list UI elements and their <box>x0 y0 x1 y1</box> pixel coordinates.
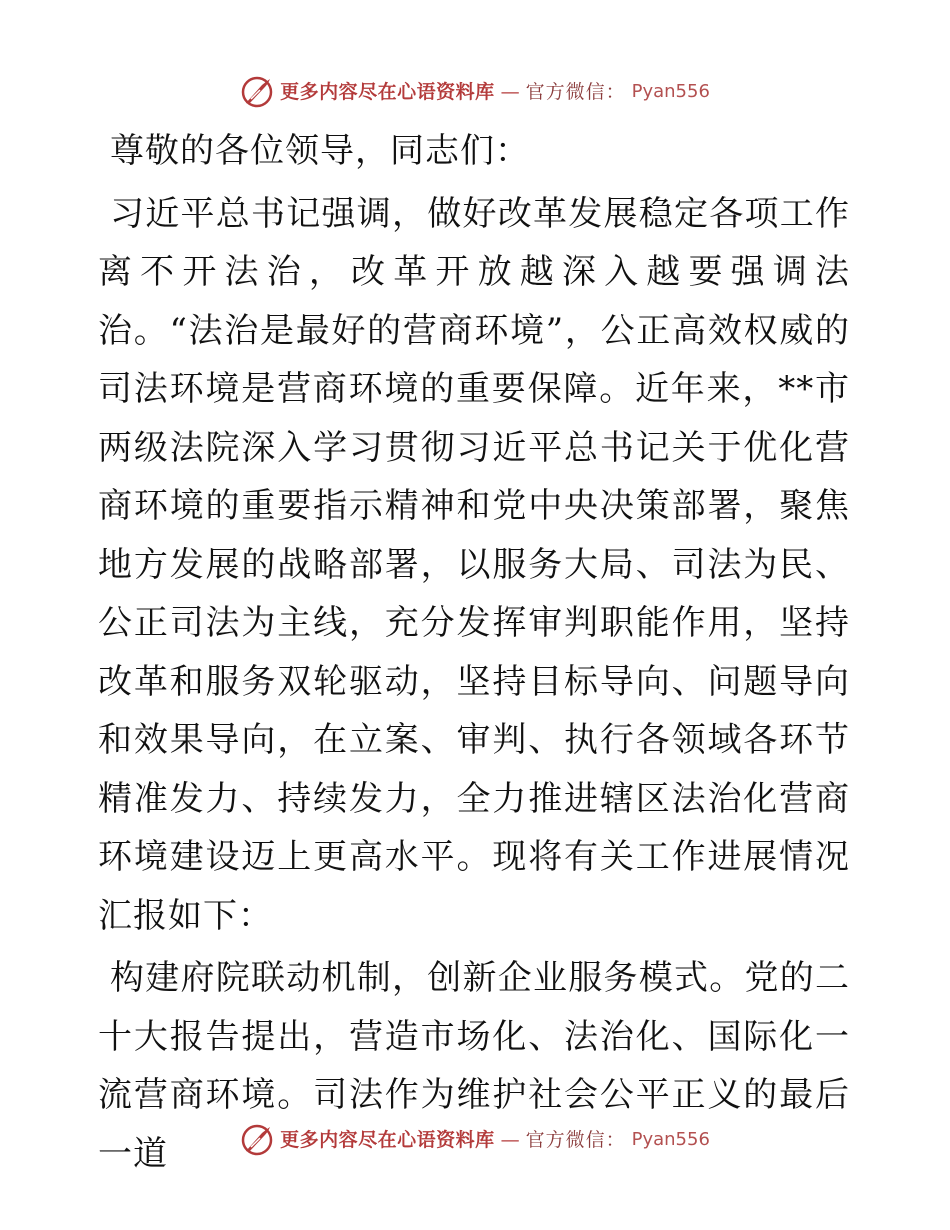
watermark-wechat-id: Pyan556 <box>631 1129 710 1150</box>
watermark-wechat-id: Pyan556 <box>631 81 710 102</box>
quill-pen-logo-icon <box>240 1123 274 1157</box>
quill-pen-logo-icon <box>240 75 274 109</box>
watermark-dash: — <box>500 1128 520 1151</box>
paragraph-1: 习近平总书记强调，做好改革发展稳定各项工作离不开法治，改革开放越深入越要强调法治。“法治是最好的营商环境”，公正高效权威的司法环境是营商环境的重要保障。近年来，**市两级法院深入学习贯彻习近平总书记关于优化营商环境的重要指示精神和党中央决策部署，聚焦地方发展的战略部署，以服务大局、司法为民、公正司法为主线，充分发挥审判职能作用，坚持改革和服务双轮驱动，坚持目标导向、问题导向和效果导向，在立案、审判、执行各领域各环节精准发力、持续发力，全力推进辖区法治化营商环境建设迈上更高水平。现将有关工作进展情况汇报如下： <box>98 193 850 936</box>
watermark-label: 官方微信： <box>525 1128 626 1151</box>
header-watermark <box>0 72 950 112</box>
footer-watermark <box>0 1120 950 1160</box>
watermark-dash: — <box>500 80 520 103</box>
watermark-brand-text: 更多内容尽在心语资料库 <box>280 1128 495 1151</box>
document-body <box>98 122 850 1183</box>
salutation: 尊敬的各位领导，同志们： <box>110 131 530 171</box>
watermark-brand-text: 更多内容尽在心语资料库 <box>280 80 495 103</box>
paragraph-2: 构建府院联动机制，创新企业服务模式。党的二十大报告提出，营造市场化、法治化、国际化一流营商环境。司法作为维护社会公平正义的最后一道 <box>98 958 850 1174</box>
watermark-label: 官方微信： <box>525 80 626 103</box>
